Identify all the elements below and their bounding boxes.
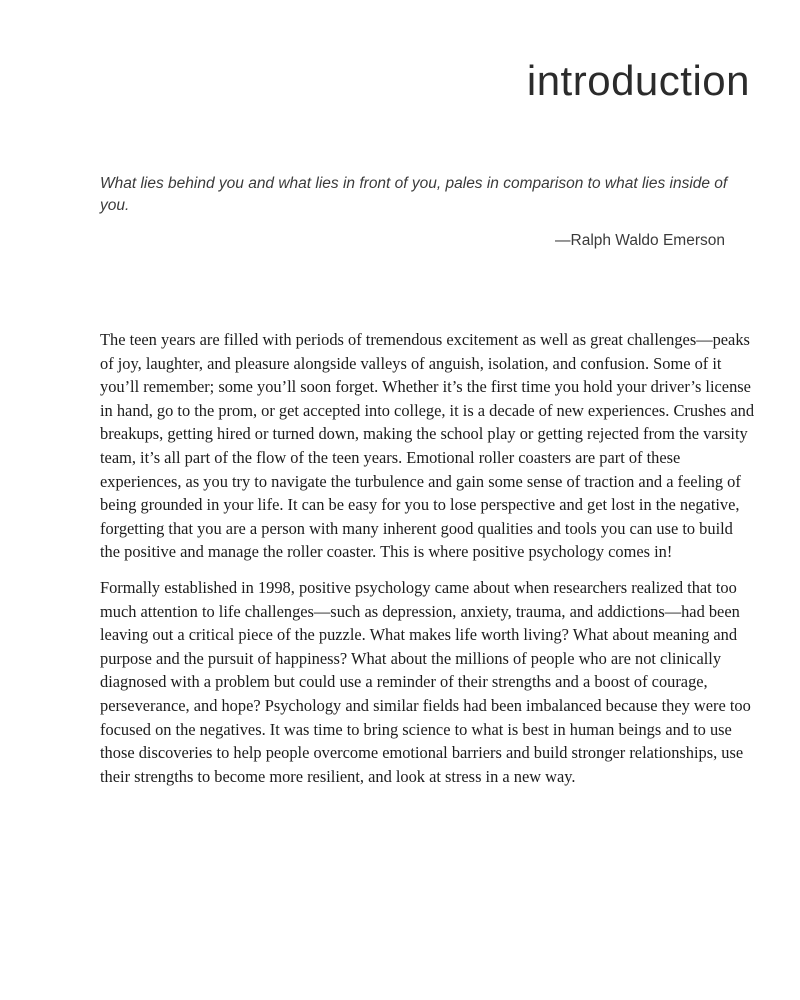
body-paragraph: The teen years are filled with periods of tremendous excitement as well as great challenges—peaks of joy, laughter, and pleasure alongside valleys of anguish, isolation, and confusion. Some of it you’ll remember; some you’ll soon forget. Whether it’s the first time you hold your driver’s license in hand, go to the prom, or get accepted into college, it is a decade of new experiences. Crushes and breakups, getting hired or turned down, making the school play or getting rejected from the varsity team, it’s all part of the flow of the teen years. Emotional roller coasters are part of these experiences, as you try to navigate the turbulence and gain some sense of traction and a feeling of being grounded in your life. It can be easy for you to lose perspective and get lost in the negative, forgetting that you are a person with many inherent good qualities and tools you can use to build the positive and manage the roller coaster. This is where positive psychology comes in! <box>100 330 755 562</box>
epigraph <box>100 173 730 252</box>
body-paragraph: Formally established in 1998, positive psychology came about when researchers realized that too much attention to life challenges—such as depression, anxiety, trauma, and addictions—had been leaving out a critical piece of the puzzle. What makes life worth living? What about meaning and purpose and the pursuit of happiness? What about the millions of people who are not clinically diagnosed with a problem but could use a reminder of their strengths and a boost of courage, perseverance, and hope? Psychology and similar fields had been imbalanced because they were too focused on the negatives. It was time to bring science to what is best in human beings and to use those discoveries to help people overcome emotional barriers and build stronger relationships, use their strengths to become more resilient, and look at stress in a new way. <box>100 577 751 786</box>
body-text <box>100 328 755 800</box>
epigraph-attribution: —Ralph Waldo Emerson <box>555 232 725 249</box>
epigraph-quote: What lies behind you and what lies in front of you, pales in comparison to what lies inside of you. <box>100 175 728 214</box>
chapter-title: introduction <box>526 57 750 104</box>
